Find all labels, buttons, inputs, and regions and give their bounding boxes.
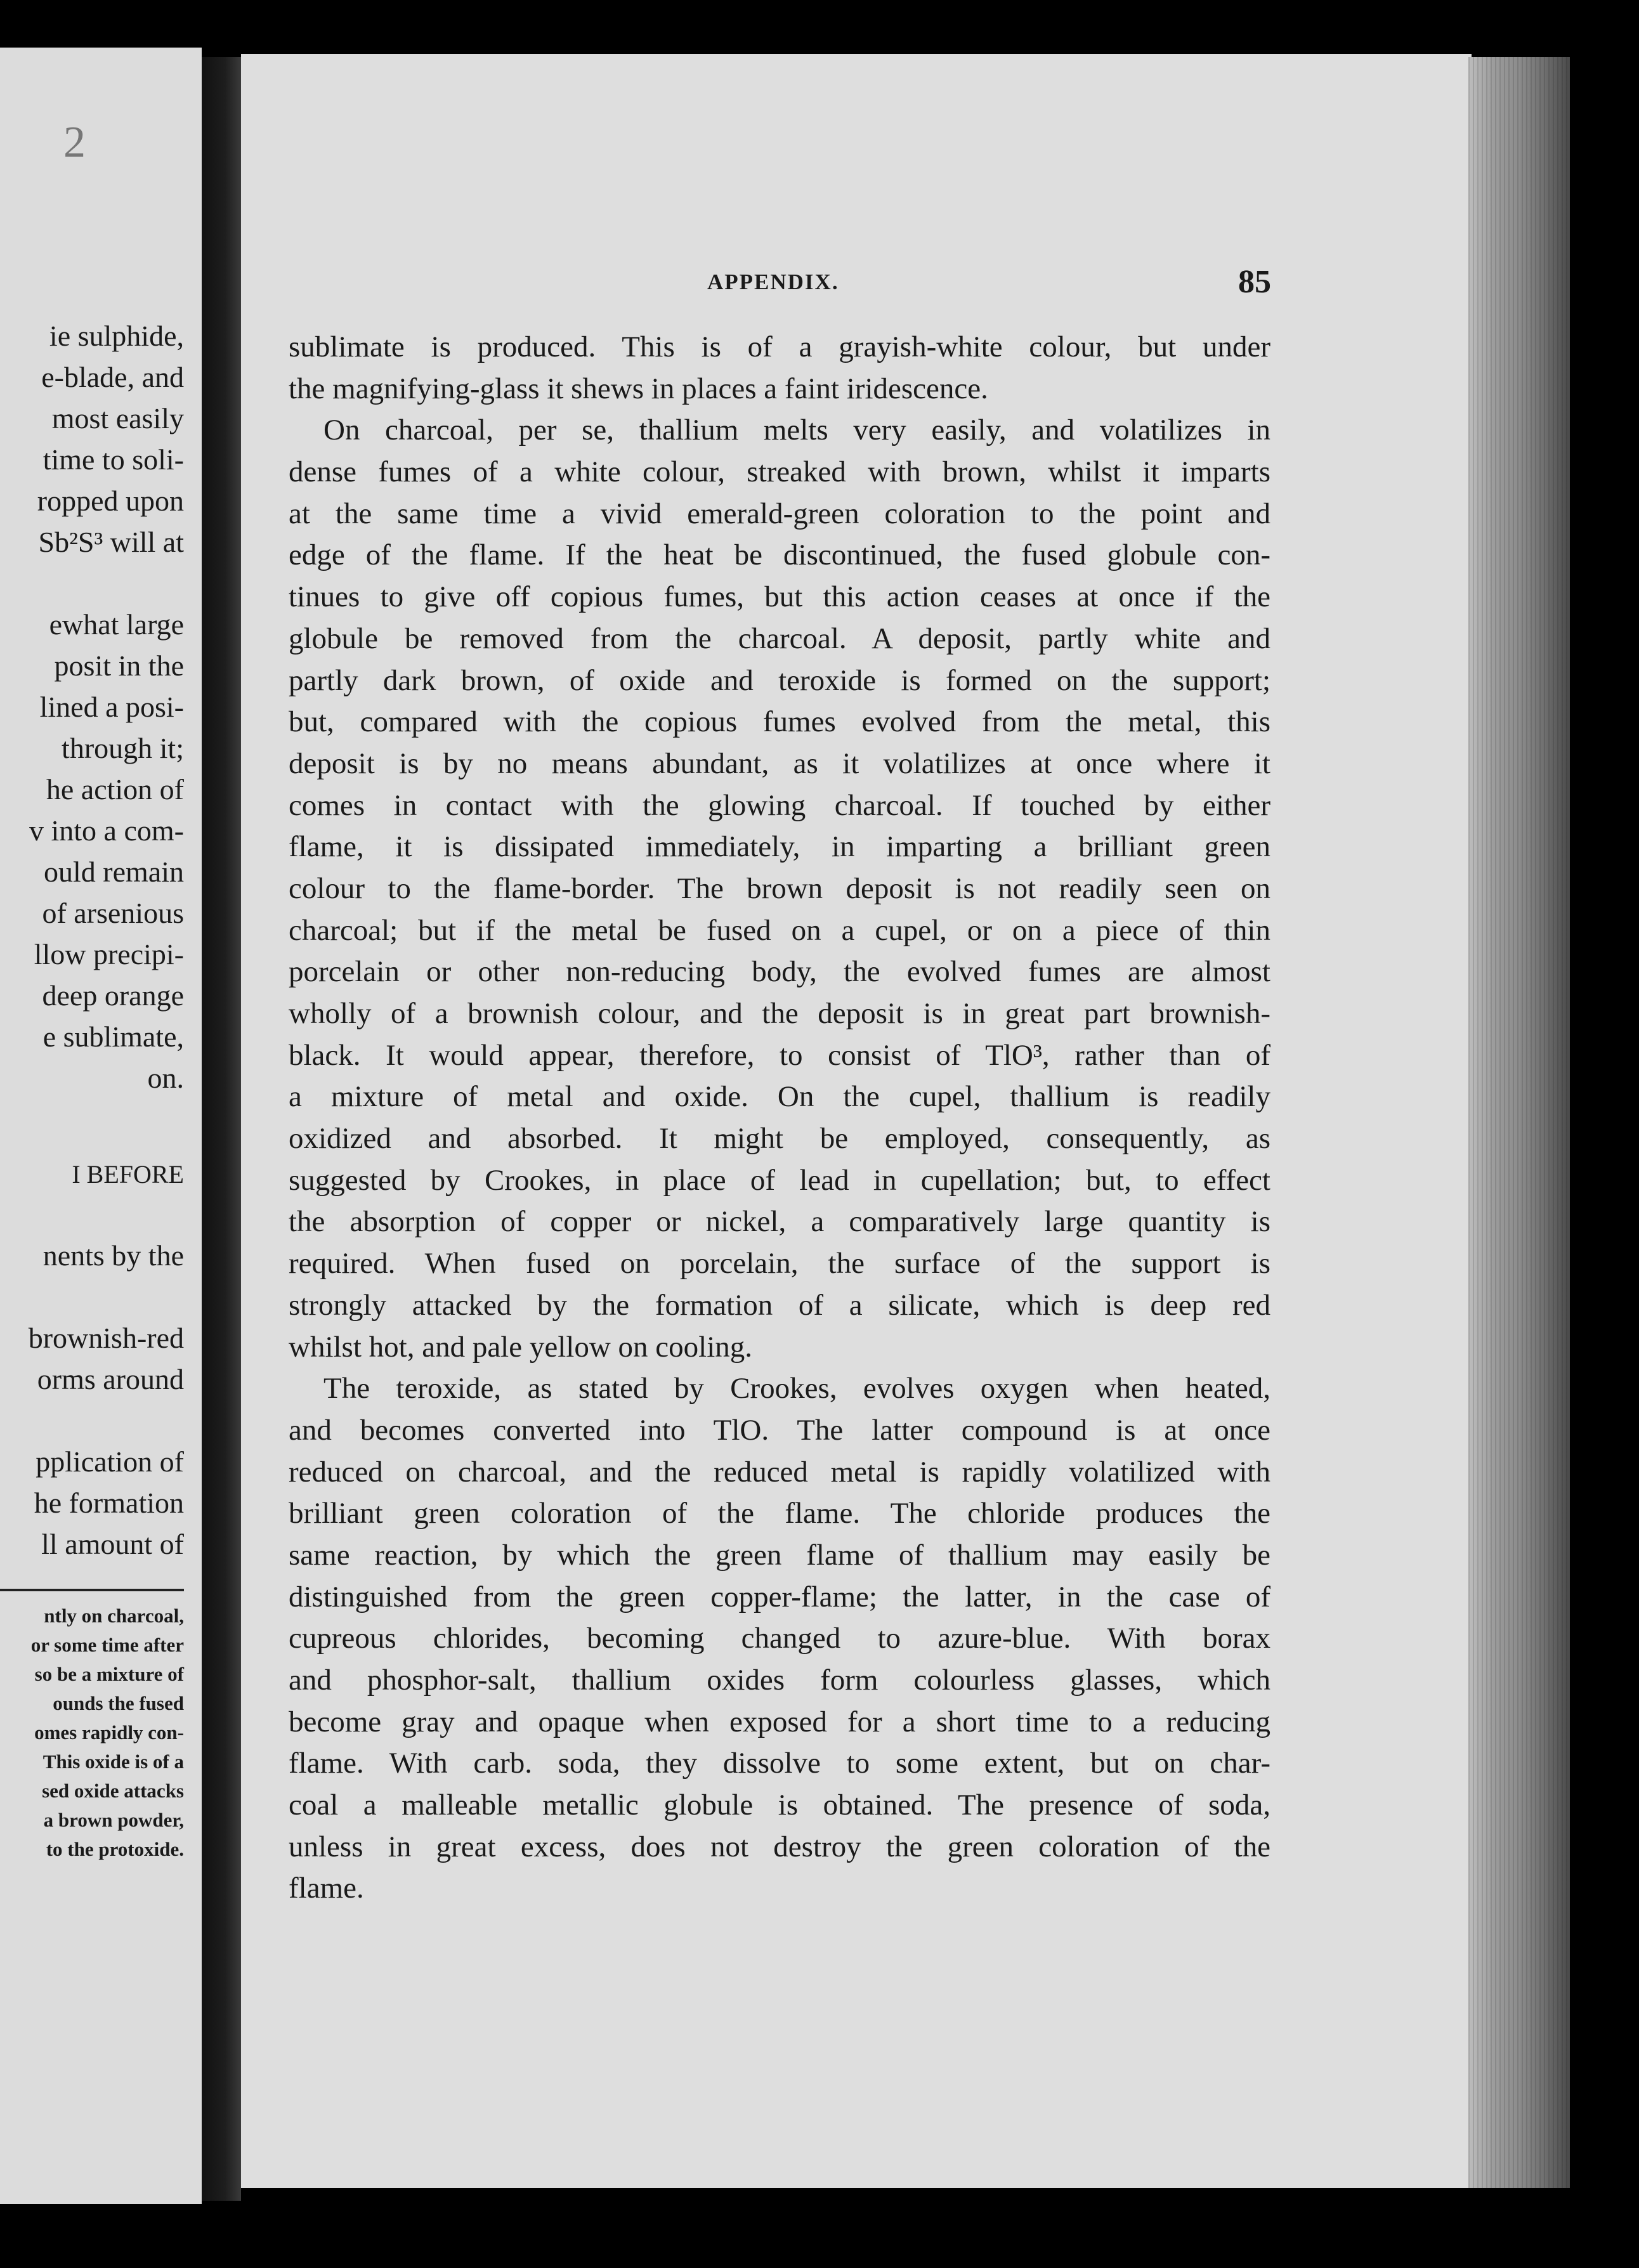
text-line: edge of the flame. If the heat be discontinued, the fused globule con- <box>289 538 1270 572</box>
left-line: llow precipi- <box>34 938 184 970</box>
text-line: and becomes converted into TlO. The latter compound is at once <box>289 1413 1270 1447</box>
page-edge-stack <box>1468 57 1570 2188</box>
text-line: partly dark brown, of oxide and teroxide is formed on the support; <box>289 663 1270 697</box>
text-line: wholly of a brownish colour, and the deposit is in great part brownish- <box>289 997 1270 1030</box>
text-line: cupreous chlorides, becoming changed to azure-blue. With borax <box>289 1622 1270 1655</box>
running-head: APPENDIX. <box>707 270 839 294</box>
left-line: e sublimate, <box>42 1020 184 1053</box>
text-line: globule be removed from the charcoal. A deposit, partly white and <box>289 622 1270 655</box>
text-line: unless in great excess, does not destroy the green coloration of the <box>289 1830 1270 1863</box>
left-line: of arsenious <box>42 897 184 929</box>
footnote-line: to the protoxide. <box>46 1838 184 1860</box>
left-line: brownish-red <box>28 1322 184 1354</box>
left-line: most easily <box>51 402 184 434</box>
text-line: but, compared with the copious fumes evolved from the metal, this <box>289 705 1270 739</box>
footnote-line: This oxide is of a <box>42 1750 184 1773</box>
left-line: orms around <box>37 1363 184 1395</box>
body-text <box>289 327 1270 1910</box>
book-gutter <box>202 57 241 2201</box>
footnote-line: so be a mixture of <box>34 1663 184 1685</box>
footnote-line: or some time after <box>30 1634 184 1656</box>
text-line: coal a malleable metallic globule is obtained. The presence of soda, <box>289 1789 1270 1822</box>
left-line: he formation <box>34 1487 184 1519</box>
text-line: oxidized and absorbed. It might be employed, consequently, as <box>289 1122 1270 1156</box>
text-line: porcelain or other non-reducing body, the evolved fumes are almost <box>289 955 1270 989</box>
left-line: posit in the <box>54 649 184 682</box>
text-line: at the same time a vivid emerald-green coloration to the point and <box>289 497 1270 530</box>
text-line: become gray and opaque when exposed for a short time to a reducing <box>289 1705 1270 1738</box>
text-line: distinguished from the green copper-flame; the latter, in the case of <box>289 1580 1270 1613</box>
text-line: flame, it is dissipated immediately, in imparting a brilliant green <box>289 830 1270 864</box>
left-line: through it; <box>62 732 184 764</box>
text-line: colour to the flame-border. The brown deposit is not readily seen on <box>289 871 1270 905</box>
text-line: flame. With carb. soda, they dissolve to some extent, but on char- <box>289 1747 1270 1780</box>
text-line: suggested by Crookes, in place of lead in cupellation; but, to effect <box>289 1163 1270 1197</box>
text-line: the magnifying-glass it shews in places a faint iridescence. <box>289 372 988 405</box>
left-line: Sb²S³ will at <box>38 526 184 558</box>
text-line: the absorption of copper or nickel, a comparatively large quantity is <box>289 1205 1270 1239</box>
text-line: sublimate is produced. This is of a grayish-white colour, but under <box>289 330 1270 363</box>
left-line: on. <box>147 1062 184 1094</box>
footnote-line: omes rapidly con- <box>34 1721 184 1743</box>
left-line: e-blade, and <box>41 361 184 393</box>
text-line: tinues to give off copious fumes, but this action ceases at once if the <box>289 580 1270 614</box>
text-line: comes in contact with the glowing charcoal. If touched by either <box>289 788 1270 822</box>
left-line: nents by the <box>42 1239 184 1272</box>
text-line: brilliant green coloration of the flame. The chloride produces the <box>289 1497 1270 1530</box>
left-heading: I BEFORE <box>72 1160 184 1189</box>
corner-mark: 2 <box>63 118 86 167</box>
left-line: pplication of <box>36 1445 184 1478</box>
left-line: v into a com- <box>29 814 184 847</box>
footnote-line: sed oxide attacks <box>42 1780 184 1802</box>
left-line: he action of <box>46 773 184 805</box>
text-line: charcoal; but if the metal be fused on a cupel, or on a piece of thin <box>289 913 1270 947</box>
text-line: strongly attacked by the formation of a silicate, which is deep red <box>289 1288 1270 1322</box>
text-line: same reaction, by which the green flame of thallium may easily be <box>289 1538 1270 1572</box>
left-line: ewhat large <box>49 608 184 641</box>
text-line: dense fumes of a white colour, streaked with brown, whilst it imparts <box>289 455 1270 489</box>
page-number: 85 <box>1238 264 1271 300</box>
left-line: ll amount of <box>41 1528 184 1560</box>
text-line: required. When fused on porcelain, the surface of the support is <box>289 1247 1270 1281</box>
text-line: flame. <box>289 1872 364 1905</box>
footnote-line: ntly on charcoal, <box>44 1605 184 1627</box>
left-facing-page <box>0 48 202 2204</box>
left-line: ould remain <box>44 856 184 888</box>
left-line: lined a posi- <box>39 691 184 723</box>
text-line: whilst hot, and pale yellow on cooling. <box>289 1330 753 1364</box>
text-line: The teroxide, as stated by Crookes, evolves oxygen when heated, <box>323 1372 1270 1405</box>
left-line: deep orange <box>42 979 184 1012</box>
text-line: On charcoal, per se, thallium melts very easily, and volatilizes in <box>323 414 1270 447</box>
left-line: ropped upon <box>37 485 184 517</box>
footnote-rule <box>0 1589 184 1591</box>
text-line: a mixture of metal and oxide. On the cupel, thallium is readily <box>289 1080 1270 1114</box>
left-line: time to soli- <box>42 443 184 476</box>
text-line: reduced on charcoal, and the reduced metal is rapidly volatilized with <box>289 1455 1270 1489</box>
text-line: and phosphor-salt, thallium oxides form colourless glasses, which <box>289 1664 1270 1697</box>
left-line: ie sulphide, <box>49 320 184 352</box>
footnote-line: ounds the fused <box>53 1692 184 1714</box>
text-line: deposit is by no means abundant, as it volatilizes at once where it <box>289 746 1270 780</box>
text-line: black. It would appear, therefore, to consist of TlO³, rather than of <box>289 1038 1270 1072</box>
footnote-line: a brown powder, <box>43 1809 184 1831</box>
